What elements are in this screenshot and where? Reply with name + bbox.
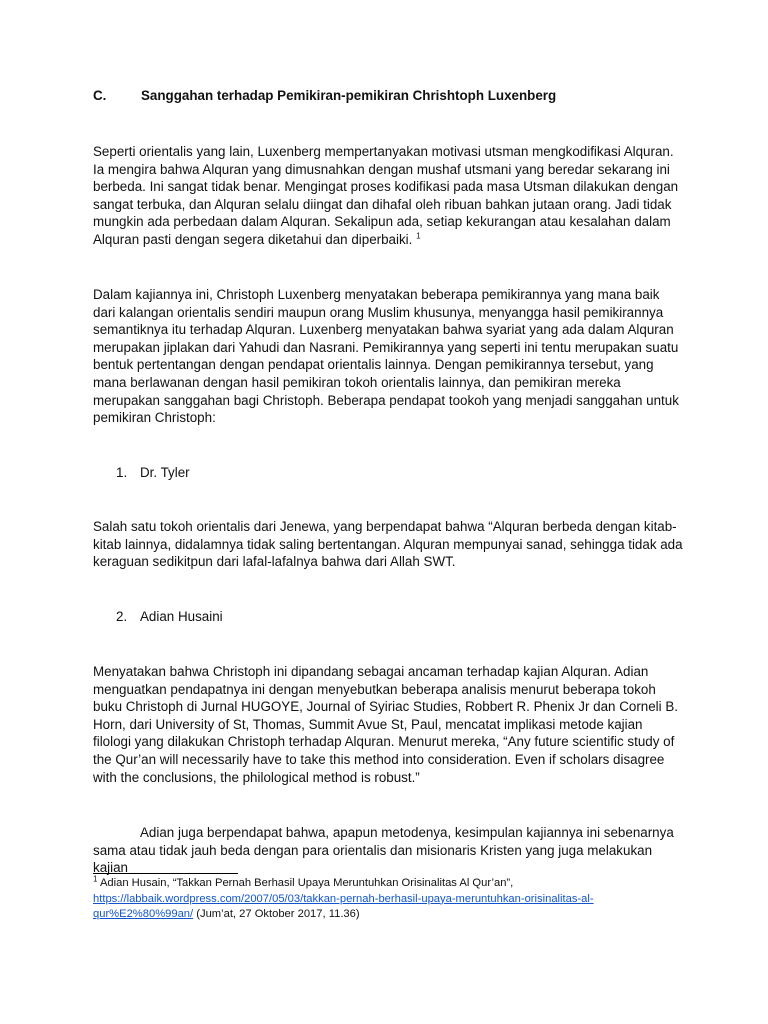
footnote-date: (Jum’at, 27 Oktober 2017, 11.36) — [193, 908, 360, 921]
paragraph-5-text: Adian juga berpendapat bahwa, apapun metodenya, kesimpulan kajiannya ini sebenarnya sama atau tidak jauh beda dengan para orientalis dan misionaris Kristen yang juga melakukan kajian — [93, 825, 674, 876]
footnote-reference[interactable]: 1 — [416, 231, 421, 241]
list-label: Dr. Tyler — [140, 465, 190, 480]
footnote-marker: 1 — [93, 874, 98, 884]
list-item-dr-tyler — [116, 464, 190, 482]
section-number: C. — [93, 88, 107, 103]
paragraph-1 — [93, 143, 683, 249]
paragraph-2: Dalam kajiannya ini, Christoph Luxenberg menyatakan beberapa pemikirannya yang mana baik dari kalangan orientalis sendiri maupun orang Muslim khusunya, menyangga hasil pemikirannya semantiknya itu terhadap Alquran. Luxenberg menyatakan bahwa syariat yang ada dalam Alquran merupakan jiplakan dari Yahudi dan Nasrani. Pemikirannya yang seperti ini tentu merupakan suatu bentuk pertentangan dengan pendapat orientalis lainnya. Dengan pemikirannya tersebut, yang mana berlawanan dengan hasil pemikiran tokoh orientalis lainnya, dan pemikiran mereka merupakan sanggahan bagi Christoph. Beberapa pendapat tookoh yang menjadi sanggahan untuk pemikiran Christoph: — [93, 287, 679, 426]
list-number: 2. — [116, 609, 128, 624]
section-title: Sanggahan terhadap Pemikiran-pemikiran Chrishtoph Luxenberg — [141, 88, 557, 103]
paragraph-4: Menyatakan bahwa Christoph ini dipandang sebagai ancaman terhadap kajian Alquran. Adian menguatkan pendapatnya ini dengan menyebutkan beberapa analisis menurut beberapa tokoh buku Christoph di Jurnal HUGOYE, Journal of Syiriac Studies, Robbert R. Phenix Jr dan Corneli B. Horn, dari University of St, Thomas, Summit Avue St, Paul, mencatat implikasi metode kajian filologi yang dilakukan Christoph terhadap Alquran. Menurut mereka, “Any future scientific study of the Qur’an will necessarily have to take this method into consideration. Even if scholars disagree with the conclusions, the philological method is robust.” — [93, 664, 678, 785]
footnote-separator — [93, 873, 238, 874]
paragraph-1-text: Seperti orientalis yang lain, Luxenberg mempertanyakan motivasi utsman mengkodifikasi Alquran. Ia mengira bahwa Alquran yang dimusnahkan dengan mushaf utsmani yang beredar sekarang ini berbeda. Ini sangat tidak benar. Mengingat proses kodifikasi pada masa Utsman dilakukan dengan sangat terbuka, dan Alquran selalu diingat dan dihafal oleh ribuan bahkan jutaan orang. Jadi tidak mungkin ada perbedaan dalam Alquran. Sekalipun ada, setiap kekurangan atau kesalahan dalam Alquran pasti dengan segera diketahui dan diperbaiki. — [93, 144, 679, 247]
footnote-link[interactable]: https://labbaik.wordpress.com/2007/05/03/takkan-pernah-berhasil-upaya-meruntuhkan-orisinalitas-al-qur%E2%80%99an/ — [93, 892, 594, 921]
footnote-text: Adian Husain, “Takkan Pernah Berhasil Upaya Meruntuhkan Orisinalitas Al Qur’an”, — [97, 877, 514, 889]
paragraph-3: Salah satu tokoh orientalis dari Jenewa, yang berpendapat bahwa “Alquran berbeda dengan kitab-kitab lainnya, didalamnya tidak saling bertentangan. Alquran mempunyai sanad, sehingga tidak ada keraguan sedikitpun dari lafal-lafalnya bahwa dari Allah SWT. — [93, 519, 683, 570]
list-item-adian-husaini — [116, 608, 223, 626]
footnote — [93, 876, 693, 923]
paragraph-5 — [93, 824, 683, 877]
list-label: Adian Husaini — [140, 609, 223, 624]
list-number: 1. — [116, 465, 128, 480]
section-heading — [93, 87, 683, 105]
